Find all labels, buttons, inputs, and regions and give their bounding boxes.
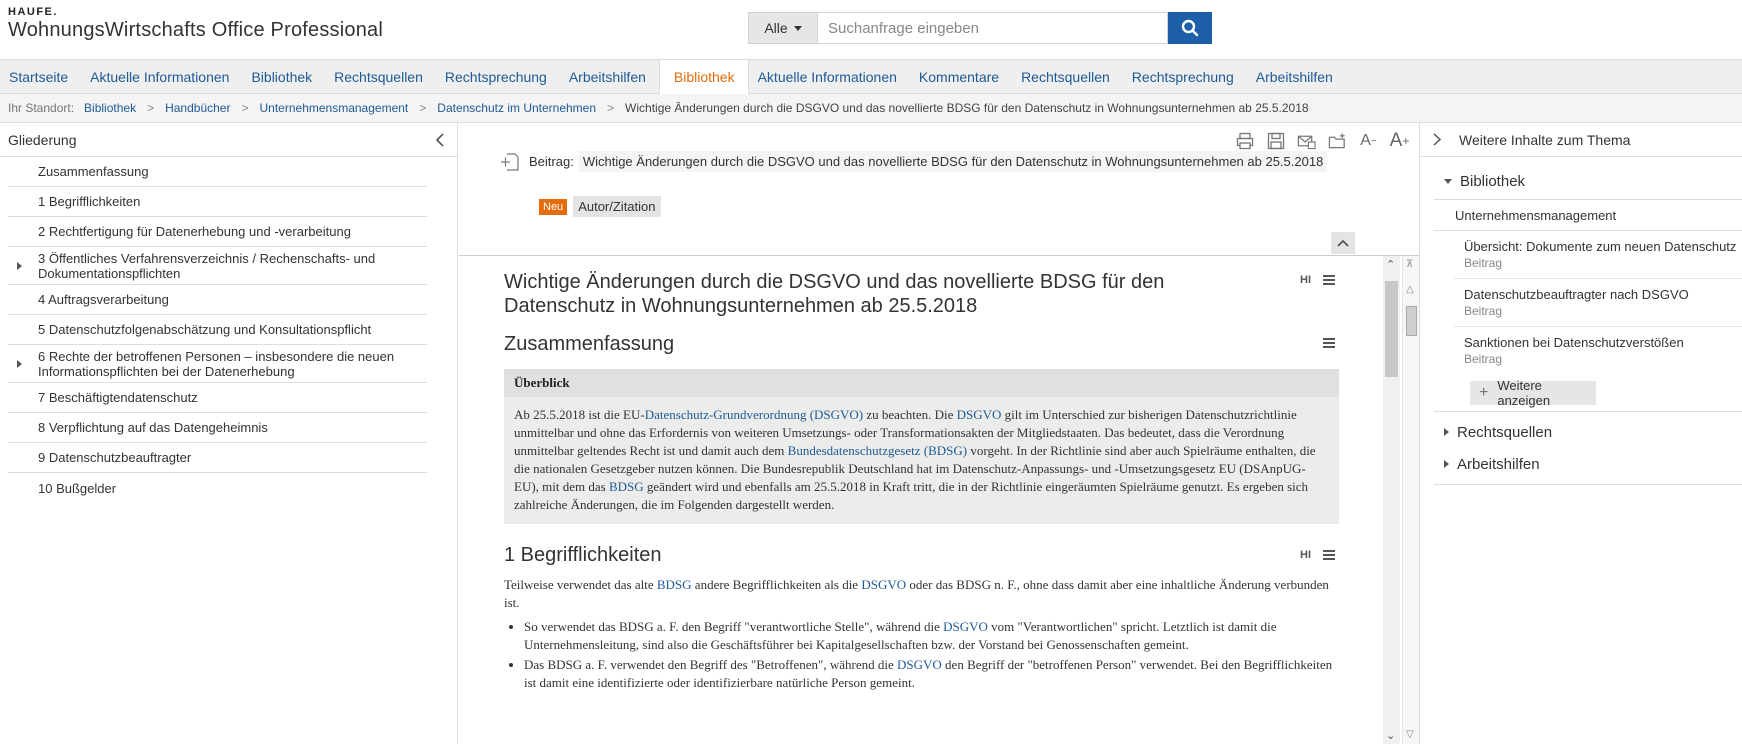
related-title: Weitere Inhalte zum Thema <box>1459 131 1631 148</box>
list-item: • Das BDSG a. F. verwendet den Begriff des "Betroffenen", während die DSGVO den Begriff der "betroffenen Person" verwendet. Bei den Begrifflichkeiten ist damit eine identifizierte oder identifizierbare natürliche Person gemeint. <box>524 656 1339 692</box>
highlight-toggle[interactable]: HI <box>1300 549 1311 561</box>
collapse-meta-button[interactable] <box>1331 232 1355 254</box>
plus-icon: + <box>1479 384 1489 401</box>
author-citation-button[interactable]: Autor/Zitation <box>573 196 660 217</box>
related-item-type: Beitrag <box>1464 255 1503 270</box>
outline-item-label: 1 Begrifflichkeiten <box>38 194 141 209</box>
print-icon[interactable] <box>1235 131 1254 151</box>
overview-box <box>504 369 1339 524</box>
outline-item[interactable] <box>8 345 427 383</box>
main-navigation <box>0 59 1742 94</box>
expand-triangle-icon[interactable] <box>17 262 22 270</box>
font-increase-icon[interactable]: A + <box>1389 130 1410 151</box>
outline-item[interactable] <box>8 217 427 247</box>
section-tools <box>1300 274 1335 286</box>
show-more-button[interactable] <box>1470 378 1596 408</box>
related-item[interactable] <box>1454 231 1742 279</box>
breadcrumb <box>0 94 1742 123</box>
outline-item[interactable] <box>8 285 427 315</box>
position-rail[interactable] <box>1402 256 1419 744</box>
nav-aktuelle-informationen[interactable]: Aktuelle Informationen <box>90 68 230 85</box>
document-content <box>504 258 1339 744</box>
section-tools <box>1323 338 1335 348</box>
breadcrumb-link[interactable]: Handbücher <box>165 101 231 115</box>
outline-list <box>0 157 457 503</box>
collapse-left-icon[interactable] <box>435 133 445 147</box>
outline-item[interactable] <box>8 187 427 217</box>
rail-down-icon[interactable]: ▽ <box>1406 729 1414 740</box>
search-input[interactable] <box>817 12 1168 44</box>
outline-item[interactable] <box>8 473 427 503</box>
divider <box>459 255 1419 256</box>
related-item-type: Beitrag <box>1464 303 1503 318</box>
beitrag-title: Wichtige Änderungen durch die DSGVO und das novellierte BDSG für den Datenschutz in Wohnungsunternehmen ab 25.5.2018 <box>579 151 1328 172</box>
menu-icon[interactable] <box>1323 550 1335 560</box>
outline-item-label: Zusammenfassung <box>38 164 149 179</box>
overview-heading: Überblick <box>504 369 1339 397</box>
related-header <box>1420 123 1742 157</box>
haufe-logo[interactable]: HAUFE. <box>8 6 58 18</box>
link-bdsg[interactable]: BDSG <box>608 479 644 494</box>
related-subcategory[interactable]: Unternehmensmanagement <box>1434 199 1742 231</box>
app-header <box>0 0 1742 59</box>
nav-arbeitshilfen-2[interactable]: Arbeitshilfen <box>1255 68 1333 85</box>
related-section-label: Rechtsquellen <box>1457 423 1553 441</box>
related-item-title: Übersicht: Dokumente zum neuen Datenschutz <box>1464 238 1737 254</box>
font-decrease-icon[interactable]: A − <box>1360 132 1377 149</box>
related-panel <box>1419 123 1742 744</box>
overview-text: Ab 25.5.2018 ist die EU-Datenschutz-Grundverordnung (DSGVO) zu beachten. Die DSGVO gilt im Unterschied zur bisherigen Datenschutzrichtlinie unmittelbar und ohne das Erfordernis von weiteren Umsetzungs- oder Transformationsakten der Mitgliedstaaten. Das bedeutet, dass die Verordnung unmittelbar geltendes Recht ist und damit auch dem Bundesdatenschutzgesetz (BDSG) vorgeht. In der Richtlinie sind aber auch Spielräume enthalten, die die nationalen Gesetzgeber nutzen können. Die Bundesrepublik Deutschland hat im Datenschutz-Anpassungs- und -Umsetzungsgesetz EU (DSAnpUG-EU), mit dem das BDSG geändert wird und ebenfalls am 25.5.2018 in Kraft tritt, die in der Richtlinie eingeräumten Spielräume genutzt. Es ergeben sich zahlreiche Änderungen, die im Folgenden dargestellt werden. <box>514 407 1316 512</box>
outline-item-label: 5 Datenschutzfolgenabschätzung und Konsultationspflicht <box>38 322 372 337</box>
email-icon[interactable] <box>1297 131 1316 151</box>
outline-header <box>0 123 457 157</box>
outline-item[interactable] <box>8 315 427 345</box>
scroll-down-icon[interactable]: ⌄ <box>1386 730 1396 742</box>
link-bdsg[interactable]: Bundesdatenschutzgesetz (BDSG) <box>787 443 968 458</box>
document-title: Wichtige Änderungen durch die DSGVO und das novellierte BDSG für den Datenschutz in Wohnungsunternehmen ab 25.5.2018 <box>504 271 1165 317</box>
outline-item[interactable] <box>8 413 427 443</box>
rail-up-icon[interactable]: △ <box>1406 284 1414 295</box>
chevron-up-icon <box>1337 239 1349 247</box>
expand-right-icon[interactable] <box>1433 133 1441 146</box>
outline-item-label: 6 Rechte der betroffenen Personen – insbesondere die neuen Informationspflichten bei der Datenerhebung <box>38 348 395 379</box>
related-section-label: Arbeitshilfen <box>1457 455 1540 473</box>
chevron-right-icon: > <box>241 101 249 115</box>
nav-bibliothek-active[interactable]: Bibliothek <box>659 60 749 94</box>
rail-thumb[interactable] <box>1406 306 1417 336</box>
nav-rechtsprechung-2[interactable]: Rechtsprechung <box>1131 68 1234 85</box>
link-dsgvo[interactable]: DSGVO <box>943 619 988 634</box>
save-icon[interactable] <box>1266 131 1285 151</box>
expand-triangle-icon[interactable] <box>17 360 22 368</box>
breadcrumb-link[interactable]: Bibliothek <box>84 101 137 115</box>
nav-rechtsprechung[interactable]: Rechtsprechung <box>444 68 547 85</box>
nav-rechtsquellen-2[interactable]: Rechtsquellen <box>1021 68 1110 85</box>
nav-aktuelle-informationen-2[interactable]: Aktuelle Informationen <box>757 68 897 85</box>
nav-kommentare[interactable]: Kommentare <box>918 68 1000 85</box>
link-dsgvo[interactable]: DSGVO <box>956 407 1002 422</box>
related-item-title: Sanktionen bei Datenschutzverstößen <box>1464 335 1684 350</box>
chevron-right-icon: > <box>147 101 155 115</box>
folder-add-icon[interactable] <box>1328 131 1347 151</box>
breadcrumb-label: Ihr Standort: <box>8 101 75 115</box>
jump-top-icon[interactable]: ⊼ <box>1406 259 1414 270</box>
beitrag-label: Beitrag: <box>529 154 574 169</box>
new-badge: Neu <box>539 199 567 215</box>
outline-item[interactable] <box>8 443 427 473</box>
section-heading: 1 Begrifflichkeiten <box>504 544 662 566</box>
nav-arbeitshilfen[interactable]: Arbeitshilfen <box>568 68 646 85</box>
document-scrollbar[interactable] <box>1383 256 1400 744</box>
link-dsgvo[interactable]: DSGVO <box>897 657 942 672</box>
list-item: • So verwendet das BDSG a. F. den Begriff "verantwortliche Stelle", während die DSGVO vom "Verantwortlichen" spricht. Letztlich ist damit die Unternehmensleitung, sind also die Geschäftsführer bei Kapitalgesellschaften bzw. der Vorstand bei Genossenschaften gemeint. <box>524 618 1339 654</box>
related-section-rechtsquellen[interactable] <box>1420 420 1742 444</box>
link-dsgvo[interactable]: Datenschutz-Grundverordnung (DSGVO) <box>644 407 864 422</box>
search-icon <box>1181 19 1199 37</box>
outline-item[interactable] <box>8 157 427 187</box>
caret-down-icon <box>794 26 802 31</box>
search-button[interactable] <box>1168 12 1212 44</box>
breadcrumb-current: Wichtige Änderungen durch die DSGVO und das novellierte BDSG für den Datenschutz in Wohnungsunternehmen ab 25.5.2018 <box>625 101 1309 115</box>
nav-startseite[interactable]: Startseite <box>9 68 69 85</box>
related-section-arbeitshilfen[interactable] <box>1420 452 1742 476</box>
triangle-down-icon <box>1444 179 1452 184</box>
related-item[interactable] <box>1454 279 1742 327</box>
summary-heading: Zusammenfassung <box>504 333 675 355</box>
related-item-type: Beitrag <box>1464 352 1503 366</box>
breadcrumb-link[interactable]: Unternehmensmanagement <box>259 101 409 115</box>
breadcrumb-link[interactable]: Datenschutz im Unternehmen <box>437 101 597 115</box>
document-toolbar <box>1235 129 1409 153</box>
scroll-up-icon[interactable]: ⌃ <box>1386 259 1396 271</box>
related-section-label: Bibliothek <box>1460 172 1526 190</box>
section-tools <box>1300 549 1335 561</box>
nav-rechtsquellen[interactable]: Rechtsquellen <box>334 68 423 85</box>
nav-bibliothek[interactable]: Bibliothek <box>251 68 313 85</box>
related-item[interactable] <box>1454 327 1742 375</box>
chevron-right-icon: > <box>419 101 427 115</box>
link-bdsg[interactable]: BDSG <box>656 577 692 592</box>
search-scope-label: Alle <box>764 20 788 36</box>
outline-item-label: 3 Öffentliches Verfahrensverzeichnis / Rechenschafts- und Dokumentationspflichten <box>38 250 376 281</box>
outline-item[interactable] <box>8 247 427 285</box>
outline-panel <box>0 123 458 744</box>
outline-item-label: 10 Bußgelder <box>38 480 117 496</box>
triangle-right-icon <box>1444 460 1449 468</box>
meta-badges <box>539 196 661 217</box>
outline-item[interactable] <box>8 383 427 413</box>
outline-item-label: 7 Beschäftigtendatenschutz <box>38 390 198 405</box>
bullet-list <box>524 618 1339 692</box>
outline-item-label: 9 Datenschutzbeauftragter <box>38 450 192 465</box>
outline-item-label: 4 Auftragsverarbeitung <box>38 292 169 307</box>
outline-title: Gliederung <box>8 131 77 148</box>
paragraph: Teilweise verwendet das alte BDSG andere Begrifflichkeiten als die DSGVO oder das BDSG n. F., ohne dass damit aber eine inhaltliche Änderung verbunden ist. <box>504 577 1329 610</box>
highlight-toggle[interactable]: HI <box>1300 274 1311 286</box>
chevron-right-icon: > <box>607 101 615 115</box>
related-item-title: Datenschutzbeauftragter nach DSGVO <box>1464 286 1689 302</box>
search-scope-dropdown[interactable] <box>748 12 817 44</box>
add-document-icon[interactable] <box>500 152 520 172</box>
show-more-label: Weitere anzeigen <box>1497 378 1551 408</box>
document-meta <box>500 151 1327 172</box>
link-dsgvo[interactable]: DSGVO <box>861 577 907 592</box>
outline-item-label: 2 Rechtfertigung für Datenerhebung und -verarbeitung <box>38 224 351 239</box>
scrollbar-thumb[interactable] <box>1385 281 1398 377</box>
triangle-right-icon <box>1444 428 1449 436</box>
product-title[interactable]: WohnungsWirtschafts Office Professional <box>8 19 383 41</box>
menu-icon[interactable] <box>1323 275 1335 285</box>
search-bar <box>748 12 1212 44</box>
related-section-bibliothek[interactable] <box>1420 169 1742 193</box>
menu-icon[interactable] <box>1323 338 1335 348</box>
document-pane <box>459 123 1419 744</box>
outline-item-label: 8 Verpflichtung auf das Datengeheimnis <box>38 420 268 435</box>
